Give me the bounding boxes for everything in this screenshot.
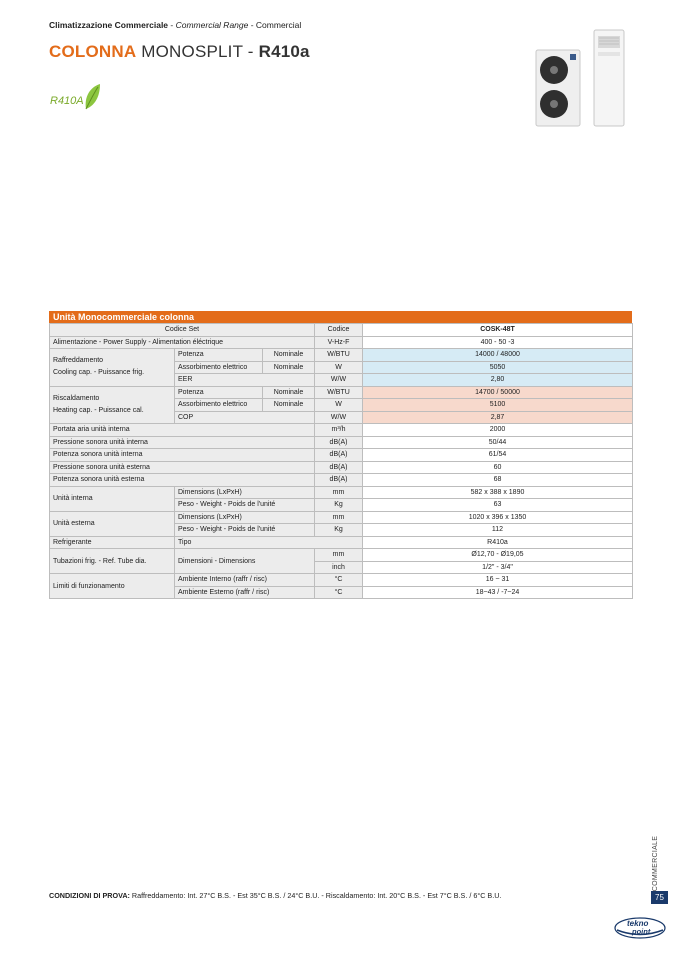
cell-label: Peso - Weight - Poids de l'unité [175, 524, 315, 537]
header-model: COSK-48T [363, 324, 633, 337]
cell-unit: mm [315, 549, 363, 562]
cell-sub: Nominale [263, 386, 315, 399]
cell-value: 18~43 / -7~24 [363, 586, 633, 599]
table-row [50, 424, 633, 437]
cell-unit: °C [315, 586, 363, 599]
table-row [50, 449, 633, 462]
cell-label: Potenza [175, 349, 263, 362]
cell-label: Assorbimento elettrico [175, 361, 263, 374]
cell-value: 63 [363, 499, 633, 512]
table-row [50, 474, 633, 487]
refrigerant-logo-text: R410A [50, 95, 84, 107]
logo-bottom: point [632, 927, 651, 936]
cell-unit: W [315, 361, 363, 374]
cell-value: 400 - 50 -3 [363, 336, 633, 349]
test-conditions-note [49, 891, 501, 900]
cell-label: Ambiente Esterno (raffr / risc) [175, 586, 315, 599]
table-row [50, 436, 633, 449]
specs-table [49, 311, 632, 599]
cell-label: Refrigerante [50, 536, 175, 549]
cell-group-label: Limiti di funzionamento [50, 574, 175, 599]
cell-sub: Nominale [263, 349, 315, 362]
cell-value: Ø12,70 - Ø19,05 [363, 549, 633, 562]
header-code-set: Codice Set [50, 324, 315, 337]
cell-label: Pressione sonora unità interna [50, 436, 315, 449]
cell-unit: mm [315, 486, 363, 499]
cell-label: Dimensions (LxPxH) [175, 486, 315, 499]
footer-text: Raffreddamento: Int. 27°C B.S. - Est 35°C B.S. / 24°C B.U. - Riscaldamento: Int. 20°C B.S. - Est 7°C B.S. / 6°C B.U. [129, 891, 502, 900]
cell-unit: dB(A) [315, 449, 363, 462]
cell-unit: mm [315, 511, 363, 524]
cell-unit: dB(A) [315, 461, 363, 474]
cell-label: Pressione sonora unità esterna [50, 461, 315, 474]
title-mid: MONOSPLIT - [136, 42, 259, 61]
cell-label: COP [175, 411, 315, 424]
cell-value: 112 [363, 524, 633, 537]
title-end: R410a [258, 42, 310, 61]
cell-value: 14700 / 50000 [363, 386, 633, 399]
table-row [50, 536, 633, 549]
cell-group-label: Riscaldamento Heating cap. - Puissance cal. [50, 386, 175, 424]
cell-group-label: Tubazioni frig. - Ref. Tube dia. [50, 549, 175, 574]
table-row [50, 549, 633, 562]
cell-label: EER [175, 374, 315, 387]
cell-value: 2,87 [363, 411, 633, 424]
cell-unit: Kg [315, 524, 363, 537]
title-accent: COLONNA [49, 42, 137, 61]
table-row [50, 386, 633, 399]
table-row [50, 574, 633, 587]
cell-unit: m³/h [315, 424, 363, 437]
cell-label: Potenza sonora unità esterna [50, 474, 315, 487]
cell-sub: Dimensioni - Dimensions [175, 549, 315, 574]
section-side-label [648, 835, 660, 892]
cell-unit: V-Hz-F [315, 336, 363, 349]
cell-value: R410a [363, 536, 633, 549]
page-number: 75 [651, 891, 668, 904]
cell-unit: W [315, 399, 363, 412]
cell-unit: Kg [315, 499, 363, 512]
table-row [50, 486, 633, 499]
cell-value: 1020 x 396 x 1350 [363, 511, 633, 524]
cell-unit: W/W [315, 374, 363, 387]
breadcrumb-part3: Commercial [255, 20, 302, 30]
cell-value: 61/54 [363, 449, 633, 462]
breadcrumb-part2: Commercial Range [175, 20, 249, 30]
cell-label: Portata aria unità interna [50, 424, 315, 437]
page-title [49, 42, 310, 62]
breadcrumb-sep2: - [248, 20, 256, 30]
breadcrumb-part1: Climatizzazione Commerciale [49, 20, 169, 30]
cell-value: 68 [363, 474, 633, 487]
table-section-title: Unità Monocommerciale colonna [49, 311, 632, 323]
cell-unit: °C [315, 574, 363, 587]
cell-value: 2,80 [363, 374, 633, 387]
breadcrumb [49, 20, 301, 30]
cell-value: 582 x 388 x 1890 [363, 486, 633, 499]
cell-sub: Nominale [263, 399, 315, 412]
leaf-icon [82, 83, 102, 111]
cell-group-label: Unità esterna [50, 511, 175, 536]
cell-value: 5100 [363, 399, 633, 412]
cell-unit: inch [315, 561, 363, 574]
cell-unit: dB(A) [315, 436, 363, 449]
cell-unit: dB(A) [315, 474, 363, 487]
logo-top: tekno [627, 919, 649, 928]
footer-bold: CONDIZIONI DI PROVA: [49, 891, 130, 900]
cell-value: 16 ~ 31 [363, 574, 633, 587]
cell-value: 60 [363, 461, 633, 474]
cell-group-label: Raffreddamento Cooling cap. - Puissance frig. [50, 349, 175, 387]
cell-sub: Tipo [175, 536, 363, 549]
cell-unit: W/BTU [315, 386, 363, 399]
cell-label: Potenza sonora unità interna [50, 449, 315, 462]
brand-logo [614, 917, 666, 939]
cell-label: Potenza [175, 386, 263, 399]
cell-value: 14000 / 48000 [363, 349, 633, 362]
cell-group-label: Unità interna [50, 486, 175, 511]
cell-unit: W/W [315, 411, 363, 424]
cell-label: Peso - Weight - Poids de l'unité [175, 499, 315, 512]
table-row [50, 511, 633, 524]
cell-sub: Nominale [263, 361, 315, 374]
cell-label: Ambiente Interno (raffr / risc) [175, 574, 315, 587]
product-image [532, 28, 632, 128]
cell-label: Dimensions (LxPxH) [175, 511, 315, 524]
breadcrumb-sep1: - [168, 20, 176, 30]
side-label-text: COMMERCIALE [652, 835, 660, 892]
cell-value: 1/2" - 3/4" [363, 561, 633, 574]
cell-unit: W/BTU [315, 349, 363, 362]
refrigerant-logo [50, 83, 110, 113]
header-code: Codice [315, 324, 363, 337]
table-row [50, 461, 633, 474]
cell-label: Assorbimento elettrico [175, 399, 263, 412]
table-row [50, 324, 633, 337]
cell-label: Alimentazione - Power Supply - Alimentation éléctrique [50, 336, 315, 349]
cell-value: 5050 [363, 361, 633, 374]
table-row [50, 349, 633, 362]
cell-value: 50/44 [363, 436, 633, 449]
table-row [50, 336, 633, 349]
cell-value: 2000 [363, 424, 633, 437]
